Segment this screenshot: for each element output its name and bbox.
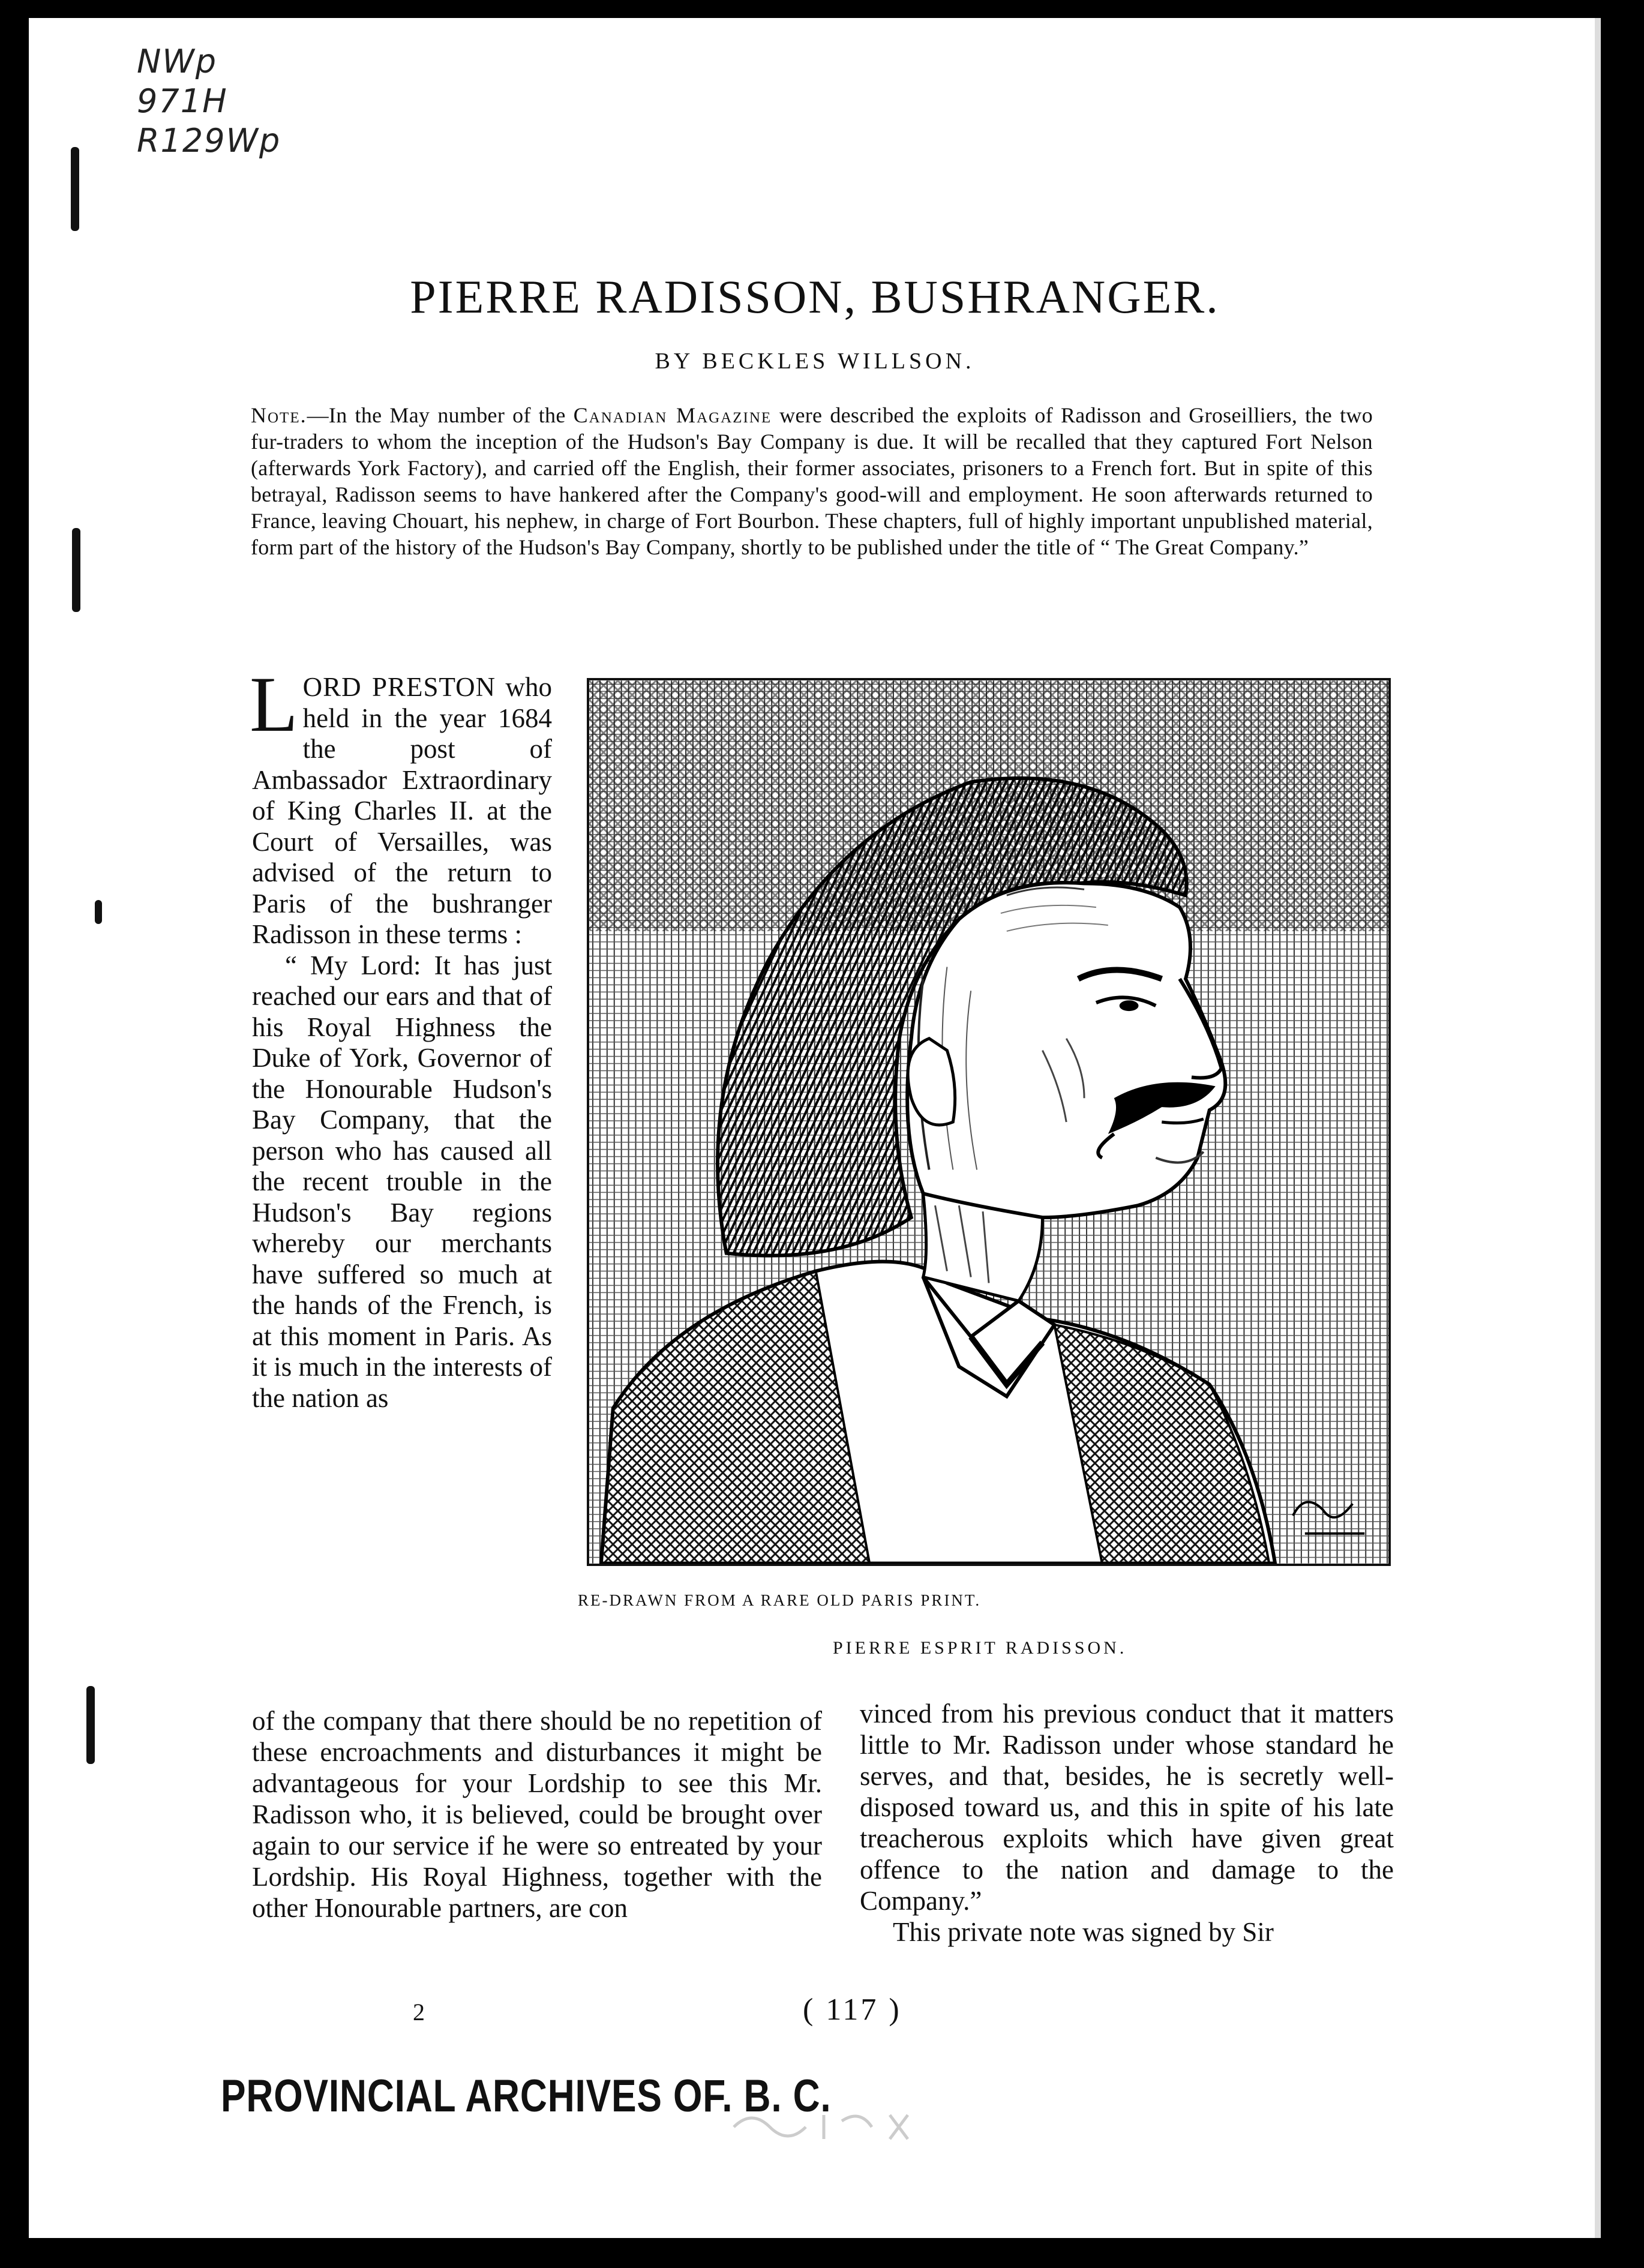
binding-mark-small (95, 900, 102, 924)
binding-mark-middle (72, 528, 80, 612)
bottom-right-column (860, 1698, 1394, 1948)
portrait-engraving-icon (589, 680, 1388, 1564)
illustration-subject-caption: PIERRE ESPRIT RADISSON. (833, 1638, 1127, 1658)
bottom-left-column: of the company that there should be no repetition of these encroachments and disturbances it might be advantageous for your Lordship to see this Mr. Radisson who, it is believed, could be brought over again to our service if he were so entreated by your Lordship. His Royal Highness, together with the other Honourable partners, are con (252, 1706, 822, 1923)
left-column (250, 660, 552, 1414)
note-text: —In the May number of the (307, 403, 574, 427)
paragraph-text: who held in the year 1684 the post of Ambassador Extraordinary of King Charles II. at the Court of Versailles, was advised of the return to Paris of the bushranger Radisson in these terms : (252, 672, 552, 949)
portrait-illustration (587, 678, 1391, 1566)
page-number: ( 117 ) (803, 1993, 902, 2027)
handwritten-call-number (137, 42, 281, 161)
quoted-letter: “ My Lord: It has just reached our ears and that of his Royal Highness the Duke of York, Governor of the Honourable Hudson's Bay Company, that the person who has caused all the recent trouble in the Hudson's Bay regions whereby our merchants have suffered so much at the hands of the French, is at this moment in Paris. As it is much in the interests of the nation as (252, 950, 552, 1413)
paragraph-text: This private note was signed by Sir (893, 1917, 1274, 1947)
archive-stamp: PROVINCIAL ARCHIVES OF. B. C. (221, 2071, 832, 2122)
note-text: were described the exploits of Radisson and Groseilliers, the two fur-traders to whom the inception of the Hudson's Bay Company is due. It will be recalled that they captured Fort Nelson (afterwards York Factory), and carried off the English, their former associates, prisoners to a French fort. But in spite of this betrayal, Radisson seems to have hankered after the Company's good-will and employment. He soon afterwards returned to France, leaving Chouart, his nephew, in charge of Fort Bourbon. These chapters, full of highly important unpublished material, form part of the history of the Hudson's Bay Company, shortly to be published under the title of “ The Great Company.” (251, 403, 1373, 559)
binding-mark-bottom (86, 1686, 95, 1764)
illustration-source-caption: RE-DRAWN FROM A RARE OLD PARIS PRINT. (578, 1591, 982, 1609)
article-byline: BY BECKLES WILLSON. (655, 349, 975, 374)
signature-mark: 2 (413, 1999, 425, 2026)
lead-in: ORD PRESTON (302, 672, 496, 702)
call-number-line: R129Wp (137, 122, 281, 160)
call-number-line: 971H (137, 82, 228, 120)
binding-mark-top (71, 147, 79, 231)
article-title: PIERRE RADISSON, BUSHRANGER. (410, 271, 1220, 323)
paragraph-text: vinced from his previous conduct that it matters little to Mr. Radisson under whose standard he serves, and that, besides, he is secretly well-disposed toward us, and this in spite of his late treacherous exploits which have given great offence to the nation and damage to the Company.” (860, 1699, 1394, 1916)
faint-stamp-mark-icon (728, 2103, 926, 2145)
magazine-name: Canadian Magazine (573, 403, 772, 427)
drop-cap: L (250, 660, 298, 748)
call-number-line: NWp (137, 43, 218, 80)
note-label: Note. (251, 403, 307, 427)
document-page (29, 18, 1601, 2238)
editorial-note (251, 402, 1373, 560)
